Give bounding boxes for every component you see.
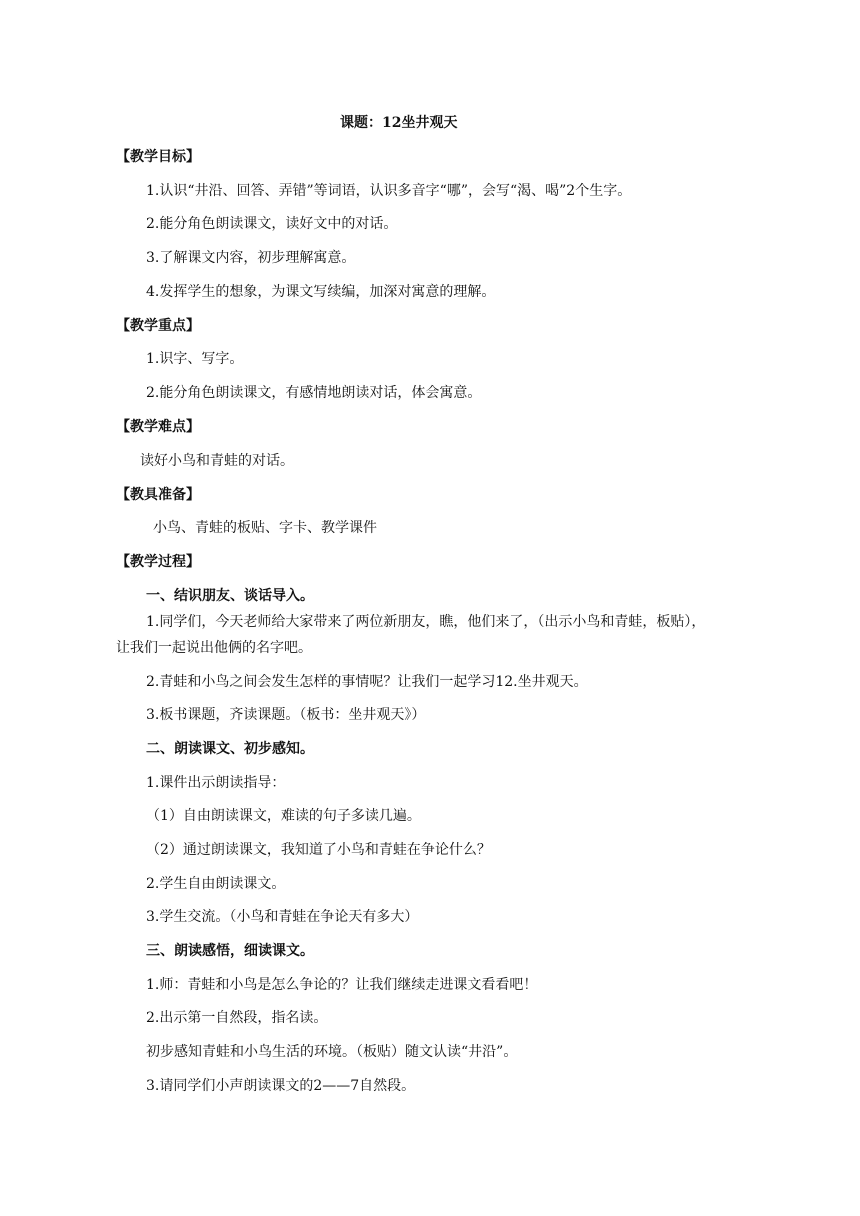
section-2-paragraph-2: 2.学生自由朗读课文。 xyxy=(146,876,286,892)
section-2-paragraph-1b: （2）通过朗读课文，我知道了小鸟和青蛙在争论什么？ xyxy=(146,842,491,858)
section-2-paragraph-1: 1.课件出示朗读指导： xyxy=(146,775,286,791)
objective-item-2: 2.能分角色朗读课文，读好文中的对话。 xyxy=(146,216,398,232)
section-2-paragraph-3: 3.学生交流。（小鸟和青蛙在争论天有多大） xyxy=(146,909,419,925)
difficulties-text: 读好小鸟和青蛙的对话。 xyxy=(140,453,294,469)
section-1-paragraph-1-line-1: 1.同学们，今天老师给大家带来了两位新朋友，瞧，他们来了，（出示小鸟和青蛙，板贴）， xyxy=(146,614,706,630)
key-point-item-2: 2.能分角色朗读课文，有感情地朗读对话，体会寓意。 xyxy=(146,385,482,401)
section-3-paragraph-1: 1.师：青蛙和小鸟是怎么争论的？让我们继续走进课文看看吧！ xyxy=(146,977,538,993)
section-1-paragraph-3: 3.板书课题，齐读课题。（板书：坐井观天》） xyxy=(146,707,426,723)
section-1-title: 一、结识朋友、谈话导入。 xyxy=(146,588,314,604)
section-1-paragraph-2: 2.青蛙和小鸟之间会发生怎样的事情呢？让我们一起学习12.坐井观天。 xyxy=(146,674,588,690)
key-point-item-1: 1.识字、写字。 xyxy=(146,351,244,367)
key-points-heading: 【教学重点】 xyxy=(116,318,200,334)
objective-item-4: 4.发挥学生的想象，为课文写续编，加深对寓意的理解。 xyxy=(146,284,496,300)
section-3-title: 三、朗读感悟，细读课文。 xyxy=(146,943,314,959)
materials-text: 小鸟、青蛙的板贴、字卡、教学课件 xyxy=(153,520,377,536)
objective-item-3: 3.了解课文内容，初步理解寓意。 xyxy=(146,250,356,266)
difficulties-heading: 【教学难点】 xyxy=(116,419,200,435)
process-heading: 【教学过程】 xyxy=(116,554,200,570)
section-3-paragraph-2b: 初步感知青蛙和小鸟生活的环境。（板贴）随文认读“井沿”。 xyxy=(146,1044,518,1060)
section-3-paragraph-2: 2.出示第一自然段，指名读。 xyxy=(146,1010,328,1026)
section-3-paragraph-3: 3.请同学们小声朗读课文的2——7自然段。 xyxy=(146,1078,416,1094)
section-2-paragraph-1a: （1）自由朗读课文，难读的句子多读几遍。 xyxy=(146,808,421,824)
materials-heading: 【教具准备】 xyxy=(116,487,200,503)
section-2-title: 二、朗读课文、初步感知。 xyxy=(146,741,314,757)
document-title: 课题：12坐井观天 xyxy=(340,115,458,131)
objective-item-1: 1.认识“井沿、回答、弄错”等词语，认识多音字“哪”，会写“渴、喝”2个生字。 xyxy=(146,183,632,199)
section-1-paragraph-1-line-2: 让我们一起说出他俩的名字吧。 xyxy=(116,640,312,656)
objectives-heading: 【教学目标】 xyxy=(116,149,200,165)
